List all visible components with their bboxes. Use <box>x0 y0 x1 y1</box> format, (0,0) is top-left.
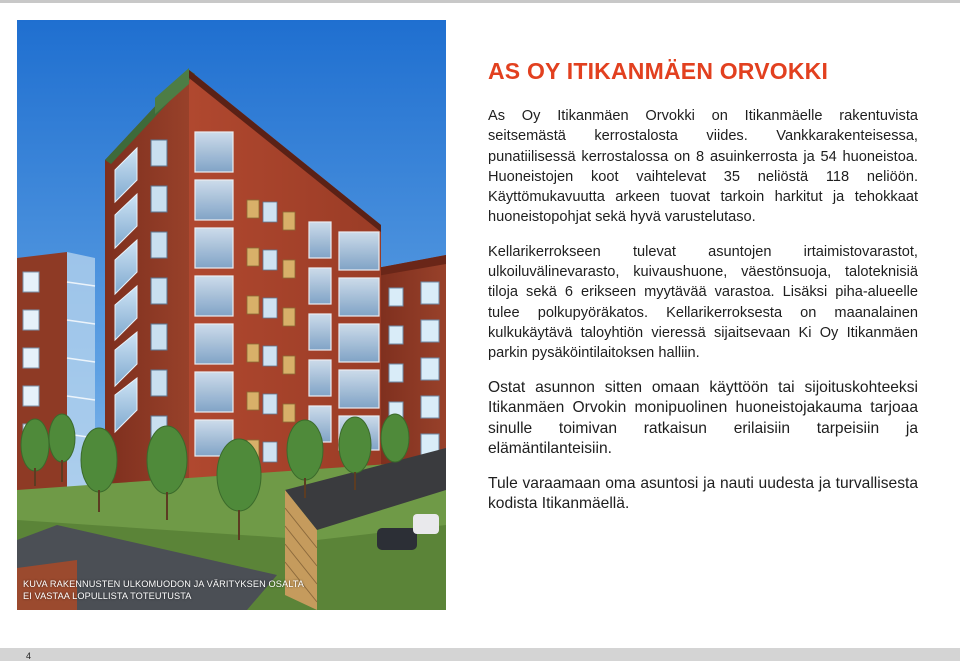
building-illustration <box>17 20 446 610</box>
paragraph-basement: Kellarikerrokseen tulevat asuntojen irtaimistovarastot, ulkoiluvälinevarasto, kuivaushuone, väestönsuoja, taloteknisiä tiloja sekä 6 erikseen myytävää varastoa. Lisäksi piha-alueelle tulee polkupyöräkatos. Kellarikerroksesta on maanalainen kulkukäytävä taloyhtiön vieressä sijaitsevaan Ki Oy Itikanmäen parkin pysäköintilaitoksen halliin. <box>488 243 918 362</box>
paragraph-call-to-action: Tule varaamaan oma asuntosi ja nauti uudesta ja turvallisesta kodista Itikanmäellä. <box>488 474 918 513</box>
footer-bar <box>0 648 960 661</box>
image-caption <box>23 578 304 602</box>
caption-line-1: KUVA RAKENNUSTEN ULKOMUODON JA VÄRITYKSEN OSALTA <box>23 579 304 589</box>
page-title: AS OY ITIKANMÄEN ORVOKKI <box>488 58 829 84</box>
building-rendering <box>17 20 446 610</box>
top-rule <box>0 0 960 3</box>
page-number: 4 <box>26 651 32 661</box>
paragraph-intro: As Oy Itikanmäen Orvokki on Itikanmäelle rakentuvista seitsemästä kerrostalosta viides. Vankkarakenteisessa, punatiilisessä kerrostalossa on 8 asuinkerrosta ja 54 huoneistoa. Huoneistojen koot vaihtelevat 35 neliöstä 118 neliöön. Käyttömukavuutta arkeen tuovat tarkoin harkitut ja tehokkaat huoneistopohjat sekä hyvä varustelutaso. <box>488 108 918 226</box>
caption-line-2: EI VASTAA LOPULLISTA TOTEUTUSTA <box>23 591 192 601</box>
paragraph-investment: Ostat asunnon sitten omaan käyttöön tai sijoituskohteeksi Itikanmäen Orvokin monipuolinen huoneistojakauma tarjoaa sinulle toimivan ratkaisun erilaisiin tarpeisiin ja elämäntilanteisiin. <box>488 378 918 458</box>
article <box>488 56 918 529</box>
